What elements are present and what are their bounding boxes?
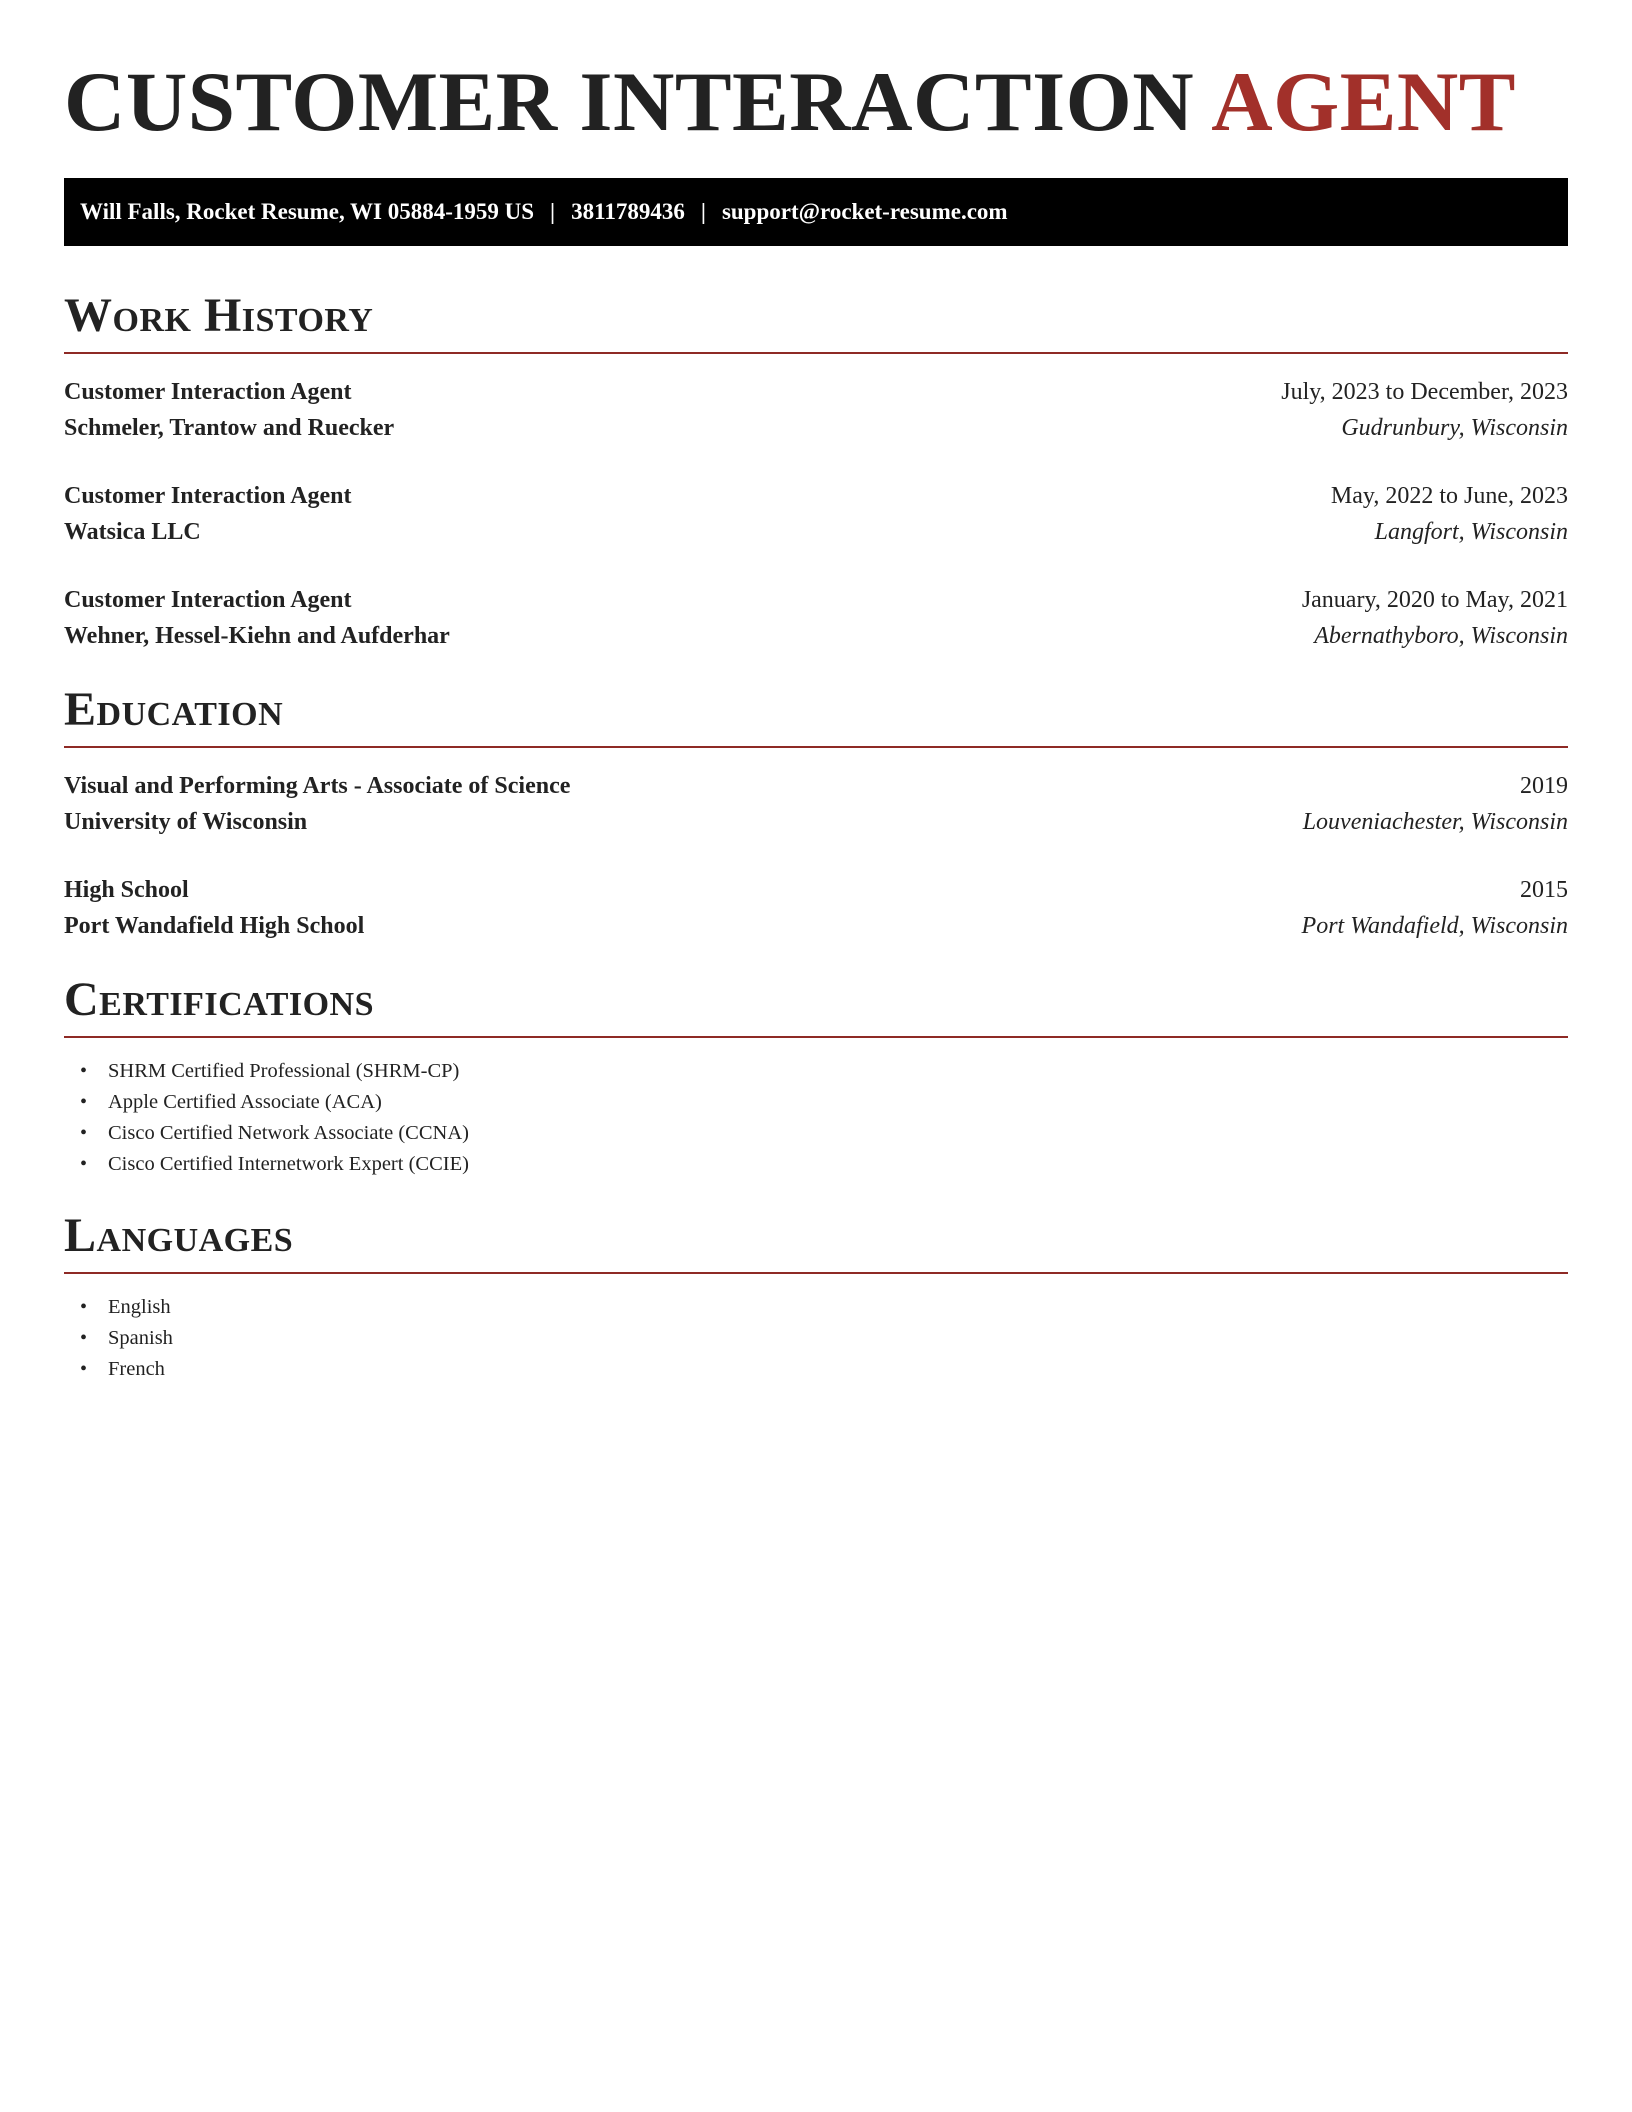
list-item	[80, 1056, 1568, 1087]
section-heading-languages: Languages	[64, 1209, 294, 1262]
bullet-icon: •	[80, 1122, 88, 1144]
contact-address: Will Falls, Rocket Resume, WI 05884-1959 US	[80, 199, 535, 224]
section-divider	[64, 1036, 1568, 1038]
list-item	[80, 1118, 1568, 1149]
education-entry	[64, 768, 1568, 840]
bullet-icon: •	[80, 1296, 88, 1318]
section-heading-work-history: Work History	[64, 289, 374, 342]
list-item	[80, 1354, 1568, 1385]
work-entry	[64, 582, 1568, 654]
language-name: Spanish	[108, 1327, 173, 1349]
certifications-list	[64, 1056, 1568, 1180]
bullet-icon: •	[80, 1327, 88, 1349]
language-name: French	[108, 1358, 165, 1380]
languages-section	[64, 1210, 1568, 1385]
language-name: English	[108, 1296, 171, 1318]
list-item	[80, 1323, 1568, 1354]
job-title: Customer Interaction Agent	[64, 587, 352, 613]
bullet-icon: •	[80, 1358, 88, 1380]
job-title: Customer Interaction Agent	[64, 379, 352, 405]
section-heading-education: Education	[64, 683, 284, 736]
company-name: Wehner, Hessel-Kiehn and Aufderhar	[64, 623, 450, 649]
work-history-section	[64, 290, 1568, 654]
certification-name: Cisco Certified Network Associate (CCNA)	[108, 1122, 469, 1144]
list-item	[80, 1149, 1568, 1180]
contact-email: support@rocket-resume.com	[721, 199, 1008, 224]
education-entry	[64, 872, 1568, 944]
title-main: CUSTOMER INTERACTION	[64, 55, 1195, 149]
education-section	[64, 684, 1568, 944]
job-dates: January, 2020 to May, 2021	[1301, 587, 1568, 613]
work-entry	[64, 478, 1568, 550]
section-heading-certifications: Certifications	[64, 973, 375, 1026]
graduation-year: 2015	[1520, 877, 1568, 903]
job-location: Gudrunbury, Wisconsin	[1341, 415, 1568, 441]
job-dates: July, 2023 to December, 2023	[1281, 379, 1568, 405]
contact-separator: |	[700, 199, 706, 224]
bullet-icon: •	[80, 1091, 88, 1113]
school-name: University of Wisconsin	[64, 809, 308, 835]
company-name: Watsica LLC	[64, 519, 201, 545]
school-location: Louveniachester, Wisconsin	[1302, 809, 1568, 835]
graduation-year: 2019	[1520, 773, 1568, 799]
contact-separator: |	[550, 199, 556, 224]
list-item	[80, 1292, 1568, 1323]
page-title	[64, 56, 1568, 148]
job-location: Abernathyboro, Wisconsin	[1314, 623, 1568, 649]
bullet-icon: •	[80, 1060, 88, 1082]
contact-phone: 3811789436	[571, 199, 685, 224]
contact-bar	[64, 178, 1568, 246]
section-divider	[64, 746, 1568, 748]
bullet-icon: •	[80, 1153, 88, 1175]
list-item	[80, 1087, 1568, 1118]
certification-name: Cisco Certified Internetwork Expert (CCIE)	[108, 1153, 469, 1175]
degree-name: High School	[64, 877, 189, 903]
job-title: Customer Interaction Agent	[64, 483, 352, 509]
school-location: Port Wandafield, Wisconsin	[1301, 913, 1568, 939]
degree-name: Visual and Performing Arts - Associate of Science	[64, 773, 571, 799]
job-location: Langfort, Wisconsin	[1374, 519, 1568, 545]
company-name: Schmeler, Trantow and Ruecker	[64, 415, 395, 441]
section-divider	[64, 1272, 1568, 1274]
certification-name: Apple Certified Associate (ACA)	[108, 1091, 382, 1113]
certifications-section	[64, 974, 1568, 1180]
job-dates: May, 2022 to June, 2023	[1330, 483, 1568, 509]
languages-list	[64, 1292, 1568, 1385]
work-entry	[64, 374, 1568, 446]
section-divider	[64, 352, 1568, 354]
school-name: Port Wandafield High School	[64, 913, 365, 939]
certification-name: SHRM Certified Professional (SHRM-CP)	[108, 1060, 460, 1082]
title-accent: AGENT	[1211, 55, 1516, 149]
